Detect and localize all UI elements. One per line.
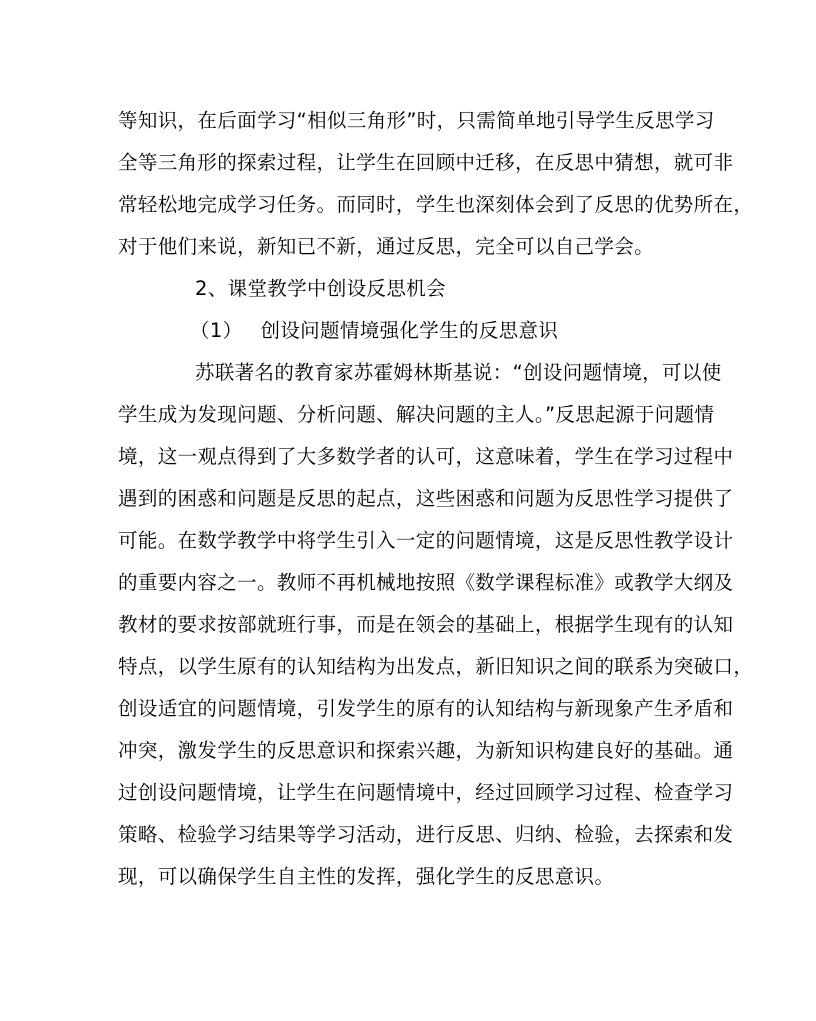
- paragraph-line: 可能。在数学教学中将学生引入一定的问题情境，这是反思性教学设计: [118, 529, 734, 552]
- paragraph-line: 的重要内容之一。教师不再机械地按照《数学课程标准》或教学大纲及: [118, 571, 734, 594]
- paragraph-line: 常轻松地完成学习任务。而同时，学生也深刻体会到了反思的优势所在，: [118, 193, 754, 216]
- paragraph-line: 对于他们来说，新知已不新，通过反思，完全可以自己学会。: [118, 235, 654, 258]
- paragraph-line: 全等三角形的探索过程，让学生在回顾中迁移，在反思中猜想，就可非: [118, 151, 734, 174]
- subsection-heading: [118, 310, 703, 352]
- paragraph-line: 现，可以确保学生自主性的发挥，强化学生的反思意识。: [118, 865, 615, 888]
- paragraph-line: 遇到的困惑和问题是反思的起点，这些困惑和问题为反思性学习提供了: [118, 487, 734, 510]
- paragraph-line: 策略、检验学习结果等学习活动，进行反思、归纳、检验，去探索和发: [118, 823, 734, 846]
- paragraph-line: 等知识，在后面学习“相似三角形”时，只需简单地引导学生反思学习: [118, 109, 715, 132]
- subsection-number: （1）: [190, 319, 243, 342]
- paragraph-line: 冲突，激发学生的反思意识和探索兴趣，为新知识构建良好的基础。通: [118, 739, 734, 762]
- section-heading: 2、课堂教学中创设反思机会: [195, 277, 446, 300]
- paragraph-line: 苏联著名的教育家苏霍姆林斯基说：“创设问题情境，可以使: [195, 361, 722, 384]
- paragraph-line: 教材的要求按部就班行事，而是在领会的基础上，根据学生现有的认知: [118, 613, 734, 636]
- paragraph-line: 境，这一观点得到了大多数学者的认可，这意味着，学生在学习过程中: [118, 445, 734, 468]
- document-body: [118, 100, 754, 898]
- paragraph-line: 学生成为发现问题、分析问题、解决问题的主人。”反思起源于问题情: [118, 403, 715, 426]
- paragraph-line: 特点，以学生原有的认知结构为出发点，新旧知识之间的联系为突破口，: [118, 655, 754, 678]
- subsection-title: 创设问题情境强化学生的反思意识: [260, 319, 559, 342]
- paragraph-line: 过创设问题情境，让学生在问题情境中，经过回顾学习过程、检查学习: [118, 781, 734, 804]
- paragraph-line: 创设适宜的问题情境，引发学生的原有的认知结构与新现象产生矛盾和: [118, 697, 734, 720]
